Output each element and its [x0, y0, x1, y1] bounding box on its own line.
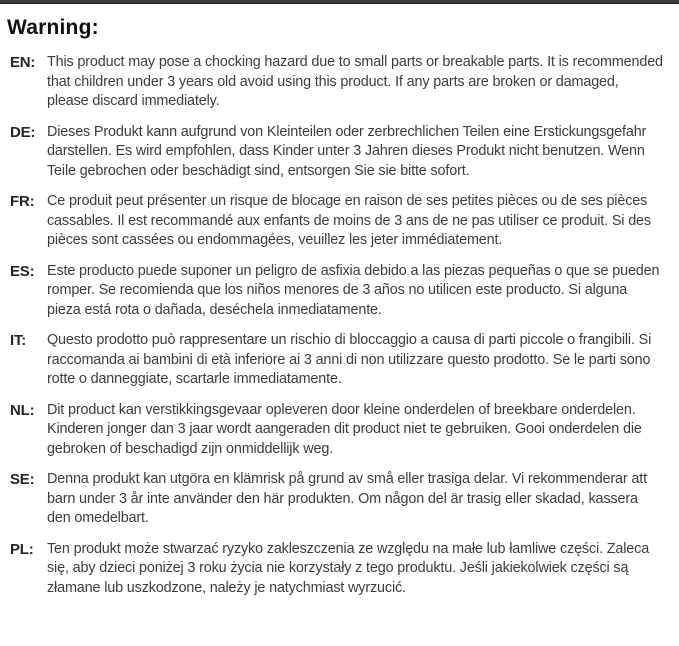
- warning-section-pl: [7, 540, 669, 599]
- language-label: SE:: [10, 471, 35, 488]
- top-border-bar: [0, 0, 679, 4]
- warning-text: This product may pose a chocking hazard due to small parts or breakable parts. It is recommended that children under 3 years old avoid using this product. If any parts are broken or damaged, please discard immediately.: [47, 54, 663, 109]
- warning-section-de: [7, 123, 669, 182]
- warning-text: Denna produkt kan utgöra en klämrisk på grund av små eller trasiga delar. Vi rekommenderar att barn under 3 år inte använder den här produkten. Om någon del är trasig eller skadad, kassera den omedelbart.: [47, 471, 647, 526]
- language-label: IT:: [10, 332, 27, 349]
- warning-text: Ten produkt może stwarzać ryzyko zakleszczenia ze względu na małe lub łamliwe części. Zaleca się, aby dzieci poniżej 3 roku życia nie korzystały z tego produktu. Jeśli jakiekolwiek części są złamane lub uszkodzone, należy je natychmiast wyrzucić.: [47, 540, 650, 596]
- warning-sections-list: [7, 53, 669, 598]
- warning-section-fr: [7, 192, 669, 251]
- language-label: PL:: [10, 540, 34, 558]
- warning-text: Este producto puede suponer un peligro de asfixia debido a las piezas pequeñas o que se pueden romper. Se recomienda que los niños menores de 3 años no utilicen este producto. Si alguna pieza está rota o dañada, deséchela inmediatamente.: [47, 262, 660, 318]
- warning-text: Questo prodotto può rappresentare un rischio di bloccaggio a causa di parti piccole o frangibili. Si raccomanda ai bambini di età inferiore ai 3 anni di non utilizzare questo prodotto. Se le parti sono rotte o danneggiate, scartarle immediatamente.: [47, 332, 652, 387]
- warning-section-it: [7, 331, 669, 390]
- page-title: Warning:: [7, 16, 99, 39]
- warning-section-se: [7, 470, 669, 529]
- language-label: ES:: [10, 262, 35, 280]
- language-label: NL:: [10, 401, 35, 419]
- language-label: DE:: [10, 123, 36, 141]
- warning-section-en: [7, 53, 669, 112]
- warning-text: Dieses Produkt kann aufgrund von Kleinteilen oder zerbrechlichen Teilen eine Erstickungsgefahr darstellen. Es wird empfohlen, dass Kinder unter 3 Jahren dieses Produkt nicht benutzen. Wenn Teile gebrochen oder beschädigt sind, entsorgen Sie sie bitte sofort.: [47, 123, 647, 179]
- warning-section-es: [7, 262, 669, 321]
- warning-text: Dit product kan verstikkingsgevaar opleveren door kleine onderdelen of breekbare onderdelen. Kinderen jonger dan 3 jaar wordt aangeraden dit product niet te gebruiken. Gooi onderdelen die gebroken of beschadigd zijn onmiddellijk weg.: [47, 401, 642, 457]
- language-label: EN:: [10, 54, 36, 71]
- language-label: FR:: [10, 193, 35, 210]
- warning-text: Ce produit peut présenter un risque de blocage en raison de ses petites pièces ou de ses pièces cassables. Il est recommandé aux enfants de moins de 3 ans de ne pas utiliser ce produit. Si des pièces sont cassées ou endommagées, veuillez les jeter immédiatement.: [47, 193, 651, 248]
- warning-section-nl: [7, 401, 669, 460]
